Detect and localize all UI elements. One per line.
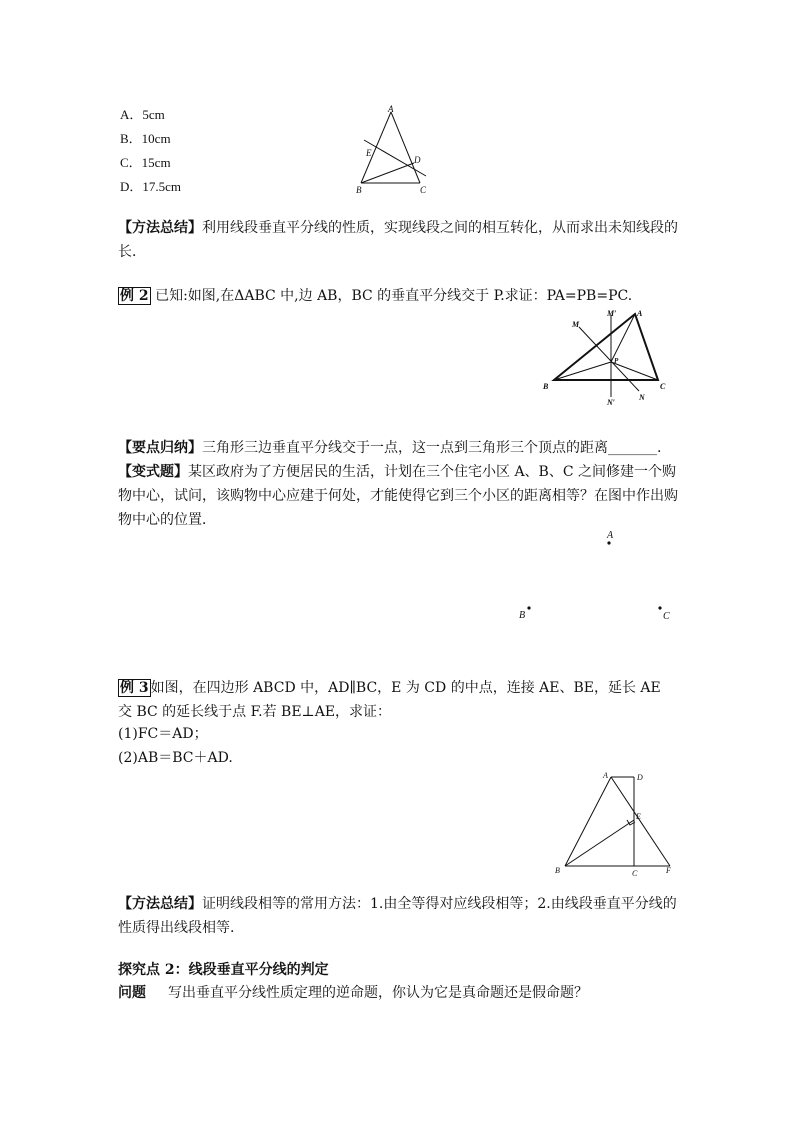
fig1-label-b: B (356, 185, 362, 195)
fig3-label-a: A (603, 771, 608, 780)
example-2: 例 2 已知:如图,在ΔABC 中,边 AB，BC 的垂直平分线交于 P.求证：PA=PB=PC. (120, 288, 633, 304)
question: 问题 写出垂直平分线性质定理的逆命题，你认为它是真命题还是假命题？ (118, 985, 588, 1001)
fig2-label-a: A (637, 309, 643, 318)
figure-triangle-1 (340, 100, 450, 200)
point-a-dot (607, 541, 610, 544)
fig3-label-b: B (555, 866, 560, 875)
option-c: C．15cm (120, 155, 171, 170)
figure-quadrilateral (550, 768, 680, 880)
point-c-label: C (663, 611, 670, 622)
fig2-label-n1: N′ (607, 398, 616, 407)
option-d: D．17.5cm (120, 179, 182, 194)
option-a: A．5cm (120, 107, 165, 122)
point-b-dot (527, 606, 530, 609)
fig3-label-e: E (636, 812, 641, 821)
fig3-label-d: D (637, 773, 643, 782)
fig2-label-m: M (572, 320, 580, 329)
fig1-label-a: A (388, 104, 394, 114)
fig2-label-m1: M′ (607, 309, 617, 318)
fig3-label-f: F (666, 866, 671, 875)
point-b-label: B (519, 610, 526, 621)
fig2-label-b: B (543, 382, 549, 391)
fig2-label-n: N (639, 393, 645, 402)
method-summary-1: 【方法总结】利用线段垂直平分线的性质，实现线段之间的相互转化，从而求出未知线段的长． (118, 220, 678, 260)
fig1-label-c: C (420, 185, 427, 195)
example-3-item-1: (1)FC＝AD； (118, 726, 208, 742)
section-heading: 探究点 2：线段垂直平分线的判定 (118, 962, 329, 978)
method-summary-2: 【方法总结】证明线段相等的常用方法：1.由全等得对应线段相等；2.由线段垂直平分线的性质得出线段相等. (118, 896, 677, 936)
key-point-summary: 【要点归纳】三角形三边垂直平分线交于一点，这一点到三角形三个顶点的距离_______. (118, 440, 662, 456)
example-3-item-2: (2)AB＝BC＋AD. (118, 750, 233, 766)
figure-triangle-2 (535, 305, 680, 410)
fig3-label-c: C (632, 869, 638, 878)
example-3: 例 3 如图，在四边形 ABCD 中，AD∥BC，E 为 CD 的中点，连接 AE、BE，延长 AE 交 BC 的延长线于点 F.若 BE⊥AE，求证： (118, 680, 661, 720)
fig2-label-p: P (614, 357, 619, 365)
option-b: B．10cm (120, 131, 171, 146)
figure-three-points (510, 525, 680, 630)
fig2-label-c: C (660, 382, 666, 391)
point-c-dot (658, 606, 661, 609)
fig1-label-d: D (414, 155, 421, 165)
fig1-label-e: E (366, 148, 372, 158)
variant-question: 【变式题】某区政府为了方便居民的生活，计划在三个住宅小区 A、B、C 之间修建一个购物中心，试问，该购物中心应建于何处，才能使得它到三个小区的距离相等？在图中作出购物中心的位置． (118, 464, 678, 528)
point-a-label: A (607, 530, 614, 541)
